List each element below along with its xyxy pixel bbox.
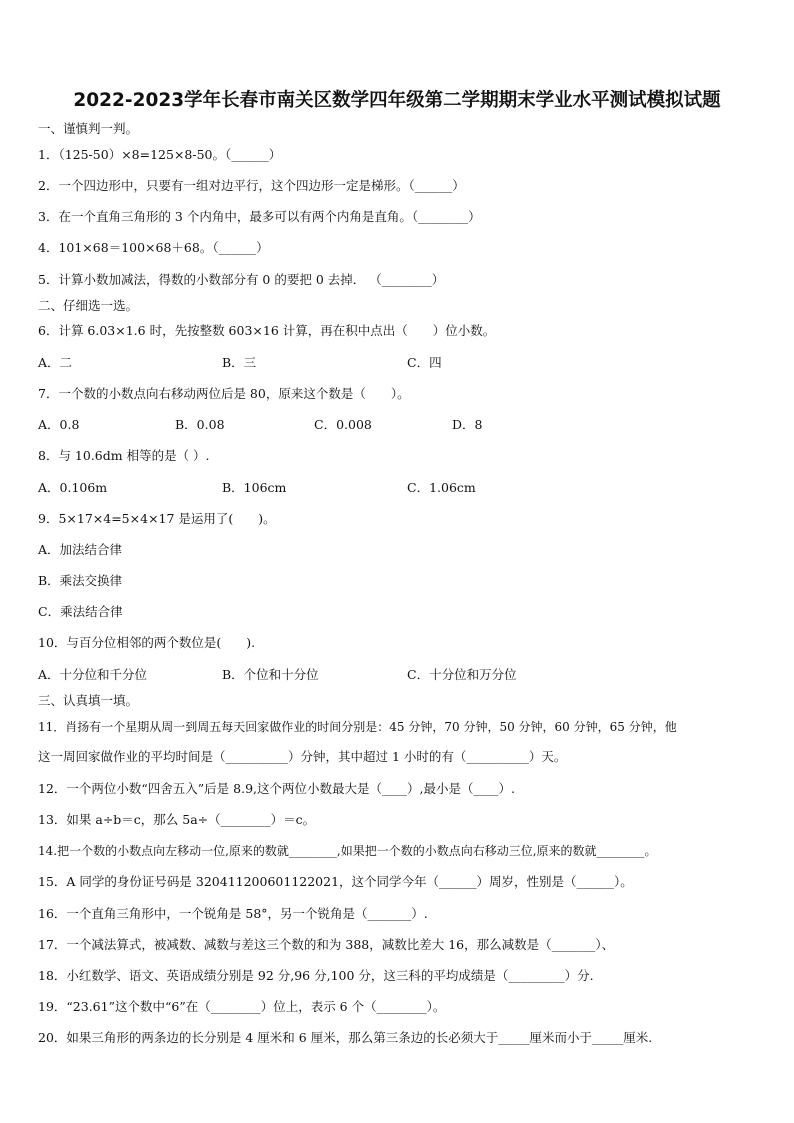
question-14: 14.把一个数的小数点向左移动一位,原来的数就________,如果把一个数的小数点向右移动三位,原来的数就________。 (38, 844, 657, 858)
question-15: 15．A 同学的身份证号码是 320411200601122021，这个同学今年（______）周岁，性别是（______）。 (38, 874, 633, 889)
question-9-option-b: B．乘法交换律 (38, 573, 123, 588)
question-7-option-b: B．0.08 (175, 417, 225, 432)
question-20: 20．如果三角形的两条边的长分别是 4 厘米和 6 厘米，那么第三条边的长必须大于_____厘米而小于_____厘米. (38, 1030, 653, 1045)
question-7-option-c: C．0.008 (314, 417, 372, 432)
question-12: 12．一个两位小数“四舍五入”后是 8.9,这个两位小数最大是（____）,最小是（____）. (38, 781, 515, 796)
question-3: 3．在一个直角三角形的 3 个内角中，最多可以有两个内角是直角。（________） (38, 209, 481, 224)
question-9-option-a: A．加法结合律 (38, 542, 123, 557)
question-5: 5．计算小数加减法，得数的小数部分有 0 的要把 0 去掉． （________） (38, 272, 445, 287)
question-6: 6．计算 6.03×1.6 时，先按整数 603×16 计算，再在积中点出（ ）位小数。 (38, 323, 496, 338)
question-7-option-a: A．0.8 (38, 417, 80, 432)
question-10-option-a: A．十分位和千分位 (38, 667, 148, 682)
question-16: 16．一个直角三角形中，一个锐角是 58°，另一个锐角是（_______）. (38, 906, 428, 921)
question-6-option-c: C．四 (407, 355, 442, 370)
question-6-option-a: A．二 (38, 355, 73, 370)
question-18: 18．小红数学、语文、英语成绩分别是 92 分,96 分,100 分，这三科的平均成绩是（_________）分. (38, 968, 594, 983)
question-11-line-1: 11．肖扬有一个星期从周一到周五每天回家做作业的时间分别是：45 分钟，70 分钟，50 分钟，60 分钟，65 分钟，他 (38, 720, 677, 734)
question-7: 7．一个数的小数点向右移动两位后是 80，原来这个数是（ ）。 (38, 386, 410, 401)
question-6-option-b: B．三 (222, 355, 257, 370)
section-3-heading: 三、认真填一填。 (38, 693, 139, 708)
question-9: 9．5×17×4=5×4×17 是运用了( )。 (38, 511, 276, 526)
question-8-option-b: B．106cm (222, 480, 287, 495)
question-10-option-b: B．个位和十分位 (222, 667, 319, 682)
page-title: 2022-2023学年长春市南关区数学四年级第二学期期末学业水平测试模拟试题 (73, 90, 721, 111)
question-9-option-c: C．乘法结合律 (38, 604, 123, 619)
section-2-heading: 二、仔细选一选。 (38, 298, 139, 313)
question-11-line-2: 这一周回家做作业的平均时间是（__________）分钟，其中超过 1 小时的有（__________）天。 (38, 749, 567, 764)
section-1-heading: 一、谨慎判一判。 (38, 121, 139, 136)
question-19: 19．“23.61”这个数中“6”在（________）位上，表示 6 个（________）。 (38, 999, 446, 1014)
question-8-option-a: A．0.106m (38, 480, 108, 495)
question-10-option-c: C．十分位和万分位 (407, 667, 517, 682)
question-7-option-d: D．8 (452, 417, 483, 432)
question-8-option-c: C．1.06cm (407, 480, 476, 495)
question-2: 2．一个四边形中，只要有一组对边平行，这个四边形一定是梯形。（______） (38, 178, 465, 193)
question-13: 13．如果 a÷b＝c，那么 5a÷（________）＝c。 (38, 812, 316, 827)
question-4: 4．101×68＝100×68＋68。（______） (38, 240, 269, 255)
question-1: 1．（125-50）×8=125×8-50。（______） (38, 147, 282, 162)
question-10: 10．与百分位相邻的两个数位是( ). (38, 635, 256, 650)
question-8: 8．与 10.6dm 相等的是（ ）. (38, 448, 210, 463)
question-17: 17．一个减法算式，被减数、减数与差这三个数的和为 388，减数比差大 16，那么减数是（_______）、 (38, 937, 615, 952)
